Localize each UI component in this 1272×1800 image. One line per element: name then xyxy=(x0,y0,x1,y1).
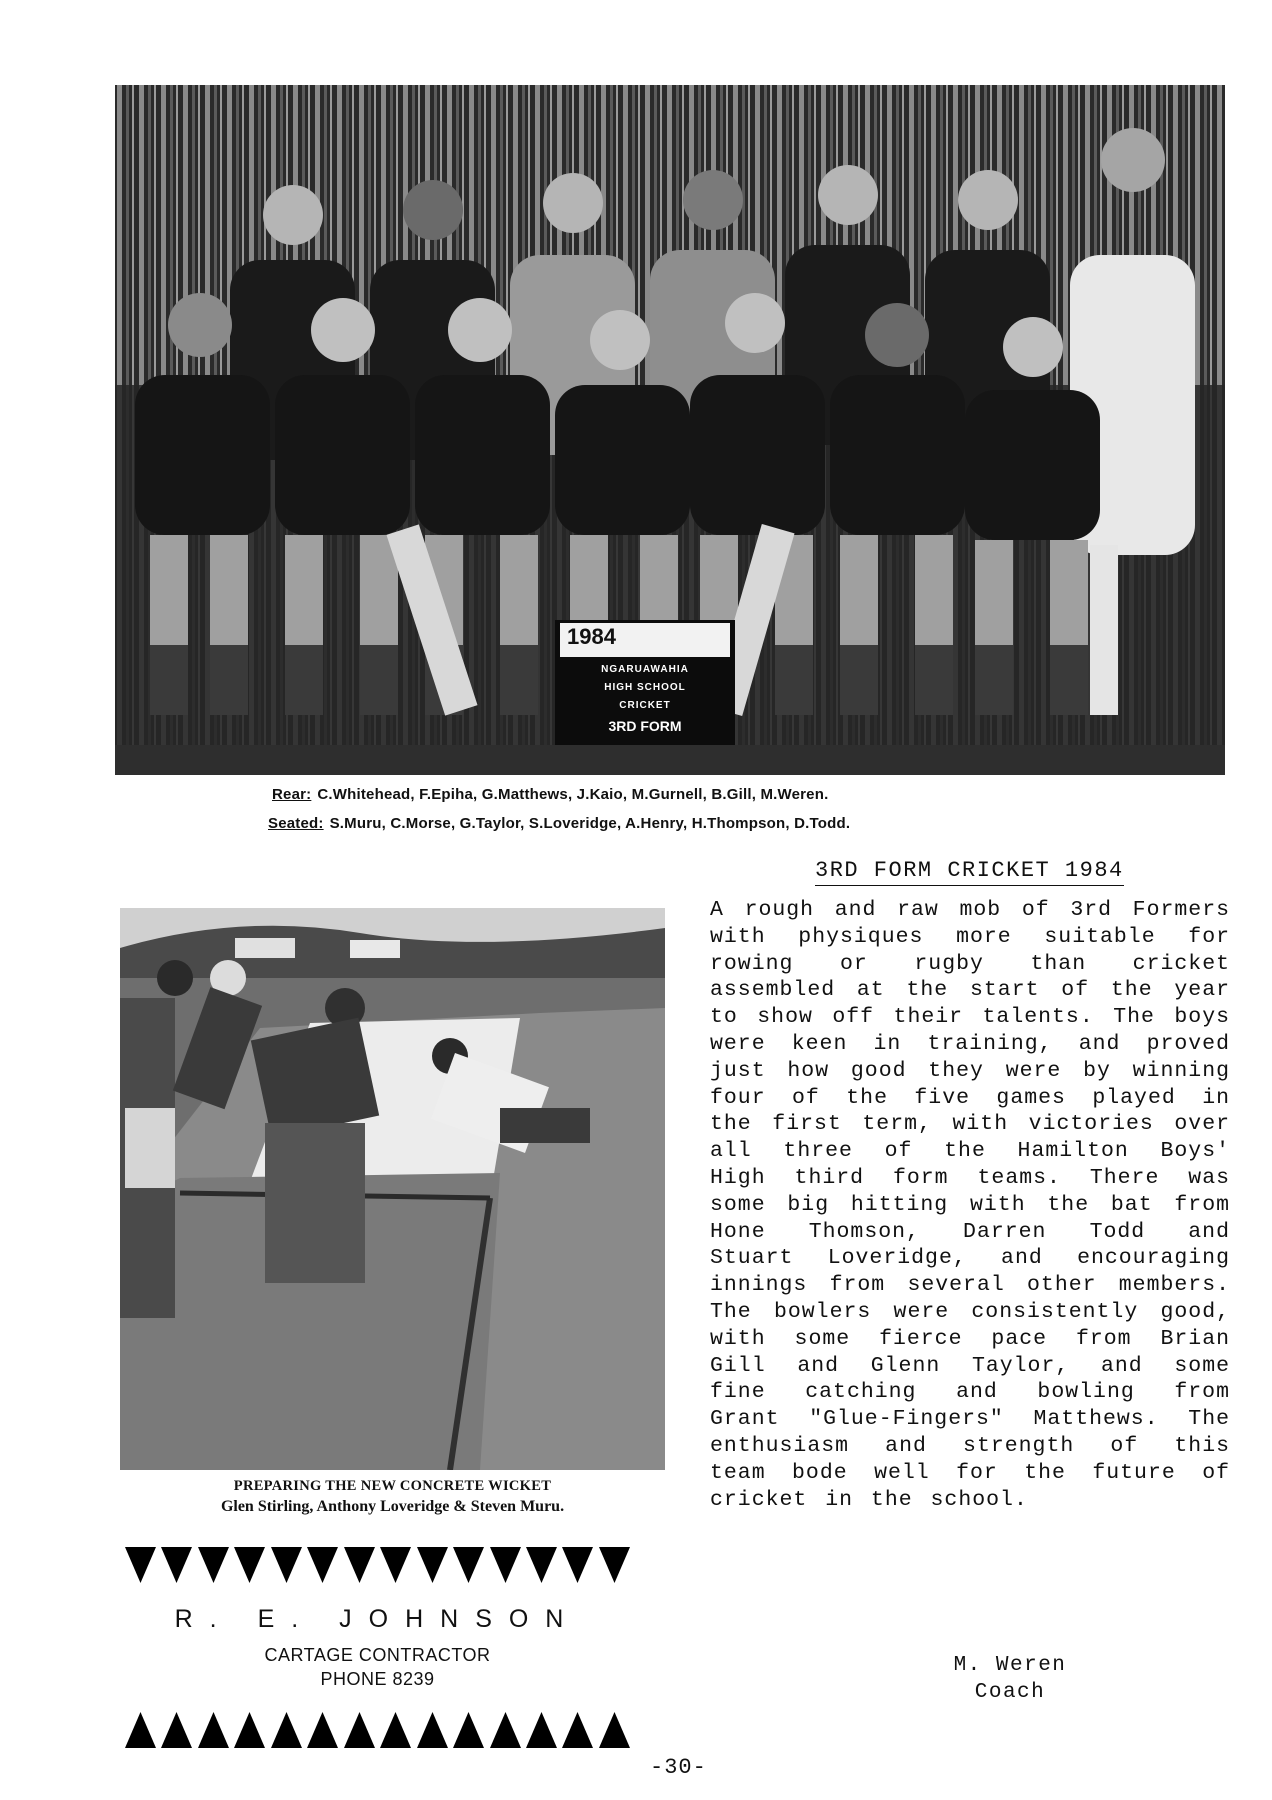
up-arrow-icon xyxy=(526,1712,557,1748)
sign-school-line1: NGARUAWAHIA xyxy=(601,664,689,675)
article-body: A rough and raw mob of 3rd Formers with physiques more suitable for rowing or rugby than cricket assembled at the start of the year to show off their talents. The boys were keen in training, and proved just how good they were by winning four of the five games played in the first term, with victories over all three of the Hamilton Boys' High third form teams. There was some big hitting with the bat from Hone Thomson, Darren Todd and Stuart Loveridge, and encouraging innings from several other members. The bowlers were consistently good, with some fierce pace from Brian Gill and Glenn Taylor, and some fine catching and bowling from Grant "Glue-Fingers" Matthews. The enthusiasm and strength of this team bode well for the future of cricket in the school. xyxy=(710,898,1230,1512)
caption-rear-row xyxy=(272,786,828,803)
caption-seated-names: S.Muru, C.Morse, G.Taylor, S.Loveridge, A.Henry, H.Thompson, D.Todd. xyxy=(329,815,851,832)
down-arrow-icon xyxy=(453,1547,484,1583)
down-arrow-icon xyxy=(344,1547,375,1583)
up-arrow-icon xyxy=(344,1712,375,1748)
advert-business-type: CARTAGE CONTRACTOR xyxy=(264,1645,491,1665)
wicket-photo-names: Glen Stirling, Anthony Loveridge & Steven Muru. xyxy=(220,1498,565,1515)
sign-school-line2: HIGH SCHOOL xyxy=(604,682,686,693)
sign-year: 1984 xyxy=(567,624,616,649)
advert-business-name: R. E. JOHNSON xyxy=(174,1605,581,1633)
down-arrow-icon xyxy=(599,1547,630,1583)
advert-top-border xyxy=(125,1547,630,1583)
down-arrow-icon xyxy=(125,1547,156,1583)
down-arrow-icon xyxy=(271,1547,302,1583)
up-arrow-icon xyxy=(453,1712,484,1748)
down-arrow-icon xyxy=(380,1547,411,1583)
up-arrow-icon xyxy=(490,1712,521,1748)
up-arrow-icon xyxy=(125,1712,156,1748)
up-arrow-icon xyxy=(562,1712,593,1748)
up-arrow-icon xyxy=(161,1712,192,1748)
up-arrow-icon xyxy=(417,1712,448,1748)
up-arrow-icon xyxy=(599,1712,630,1748)
page-number: -30- xyxy=(650,1755,707,1780)
up-arrow-icon xyxy=(198,1712,229,1748)
article-signature xyxy=(930,1652,1090,1706)
advert-phone: PHONE 8239 xyxy=(320,1669,435,1689)
wicket-photo-title: PREPARING THE NEW CONCRETE WICKET xyxy=(233,1478,552,1494)
down-arrow-icon xyxy=(490,1547,521,1583)
advert-bottom-border xyxy=(125,1712,630,1748)
wicket-photo xyxy=(120,908,665,1470)
article-title: 3RD FORM CRICKET 1984 xyxy=(815,858,1124,886)
down-arrow-icon xyxy=(234,1547,265,1583)
down-arrow-icon xyxy=(417,1547,448,1583)
down-arrow-icon xyxy=(161,1547,192,1583)
up-arrow-icon xyxy=(380,1712,411,1748)
sign-form: 3RD FORM xyxy=(608,718,682,734)
up-arrow-icon xyxy=(234,1712,265,1748)
wicket-photo-image xyxy=(120,908,665,1470)
down-arrow-icon xyxy=(198,1547,229,1583)
caption-rear-label: Rear: xyxy=(272,786,312,803)
signature-name: M. Weren xyxy=(953,1654,1067,1677)
caption-seated-label: Seated: xyxy=(268,815,324,832)
sign-sport: CRICKET xyxy=(619,700,671,711)
down-arrow-icon xyxy=(307,1547,338,1583)
team-photo-sign xyxy=(555,620,735,755)
caption-rear-names: C.Whitehead, F.Epiha, G.Matthews, J.Kaio, M.Gurnell, B.Gill, M.Weren. xyxy=(317,786,829,803)
down-arrow-icon xyxy=(562,1547,593,1583)
down-arrow-icon xyxy=(526,1547,557,1583)
up-arrow-icon xyxy=(271,1712,302,1748)
signature-role: Coach xyxy=(974,1681,1046,1704)
caption-seated-row xyxy=(268,815,850,832)
up-arrow-icon xyxy=(307,1712,338,1748)
